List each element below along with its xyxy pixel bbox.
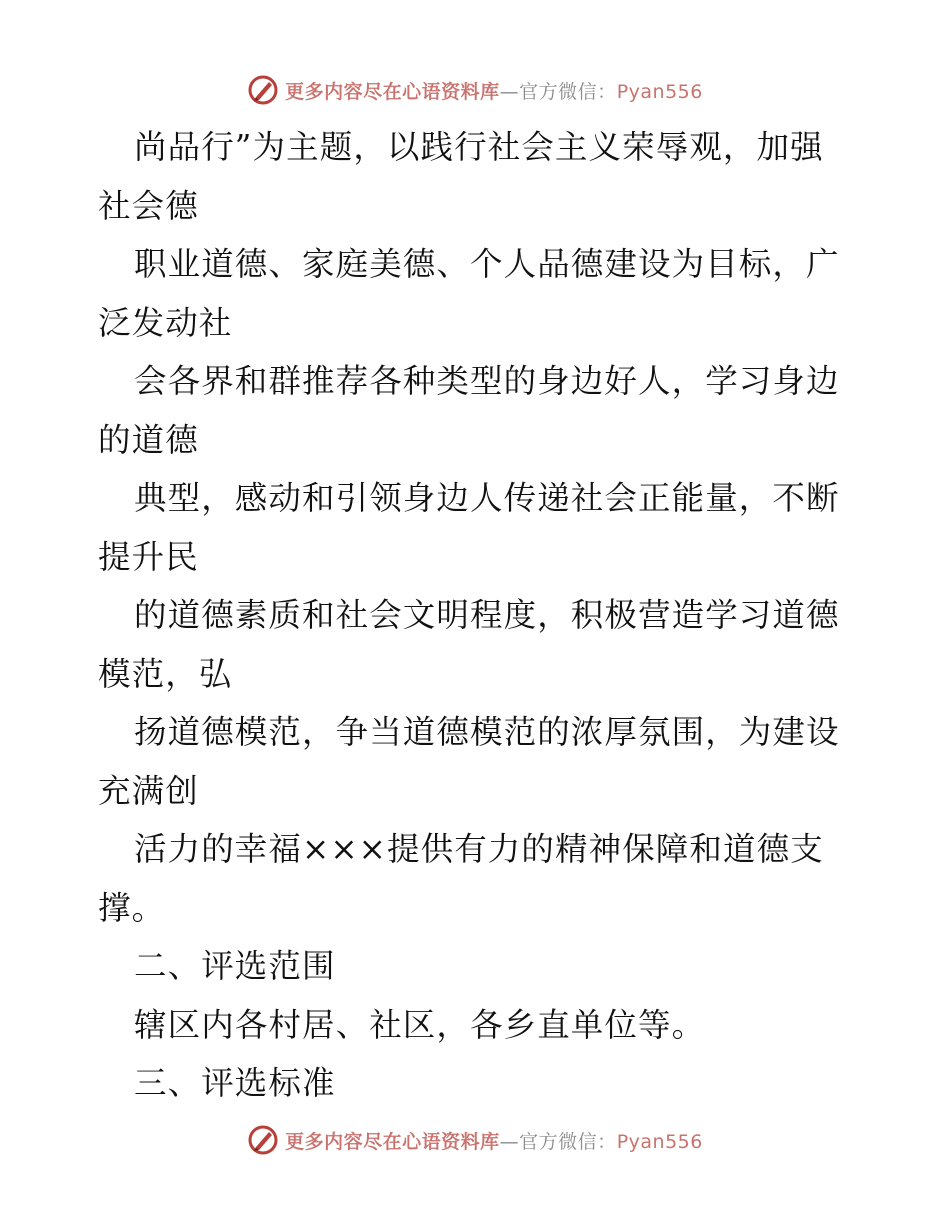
body-line: 职业道德、家庭美德、个人品德建设为目标，广 <box>134 245 840 283</box>
body-line: 模范，弘 <box>98 654 233 693</box>
watermark-text <box>285 1127 703 1154</box>
body-line: 泛发动社 <box>98 303 233 342</box>
pen-circle-logo-icon <box>247 74 279 106</box>
body-line: 社会德 <box>98 186 199 225</box>
body-line: 典型，感动和引领身边人传递社会正能量，不断 <box>134 479 840 517</box>
watermark-id: Pyan556 <box>616 1130 703 1153</box>
watermark-separator: — <box>499 80 520 103</box>
body-line: 的道德 <box>98 420 199 459</box>
watermark-id: Pyan556 <box>616 80 703 103</box>
watermark-main: 更多内容尽在心语资料库 <box>285 80 500 103</box>
body-line: 辖区内各村居、社区，各乡直单位等。 <box>134 1005 706 1044</box>
header-watermark <box>0 70 950 110</box>
document-body <box>98 118 858 1113</box>
section-heading: 三、评选标准 <box>134 1064 336 1102</box>
watermark-sub: 官方微信： <box>519 1130 617 1153</box>
body-line: 活力的幸福×××提供有力的精神保障和道德支 <box>134 830 824 868</box>
watermark-main: 更多内容尽在心语资料库 <box>285 1130 500 1153</box>
body-line: 会各界和群推荐各种类型的身边好人，学习身边 <box>134 362 840 400</box>
section-heading: 二、评选范围 <box>134 947 336 985</box>
body-line: 提升民 <box>98 537 199 576</box>
watermark-separator: — <box>499 1130 520 1153</box>
body-line: 尚品行”为主题，以践行社会主义荣辱观，加强 <box>134 128 824 166</box>
body-line: 充满创 <box>98 771 199 810</box>
body-line: 的道德素质和社会文明程度，积极营造学习道德 <box>134 596 840 634</box>
body-line: 撑。 <box>98 888 166 927</box>
watermark-text <box>285 77 703 104</box>
pen-circle-logo-icon <box>247 1124 279 1156</box>
body-line: 扬道德模范，争当道德模范的浓厚氛围，为建设 <box>134 713 840 751</box>
footer-watermark <box>0 1120 950 1160</box>
watermark-sub: 官方微信： <box>519 80 617 103</box>
